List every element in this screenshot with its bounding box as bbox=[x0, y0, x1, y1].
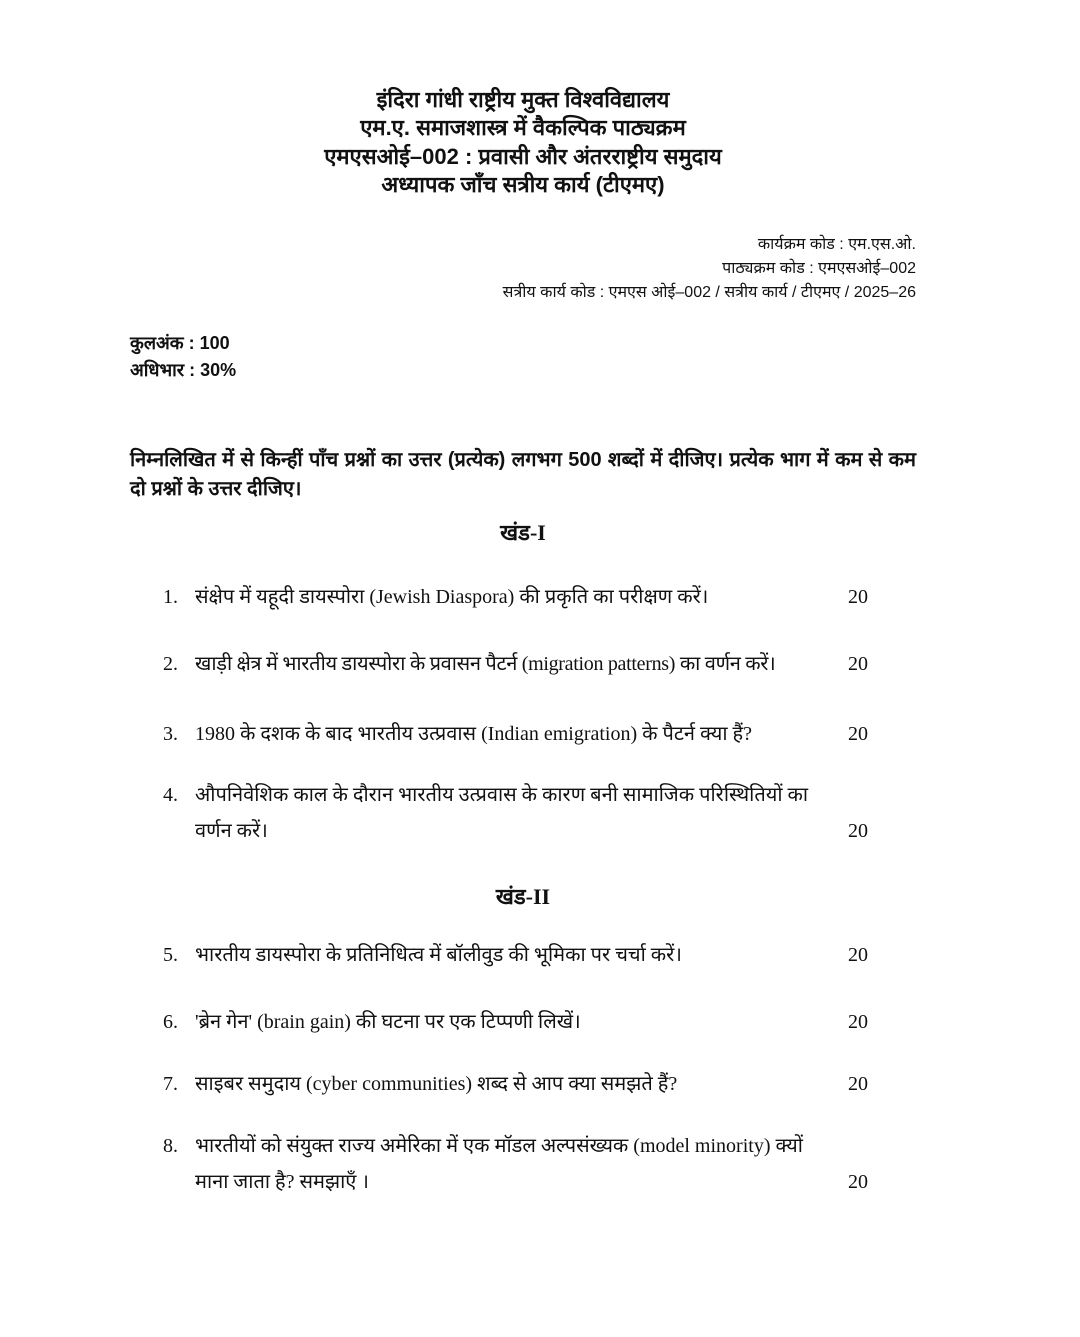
question-text: भारतीय डायस्पोरा के प्रतिनिधित्व में बॉलीवुड की भूमिका पर चर्चा करें। bbox=[195, 944, 682, 966]
question-text: भारतीयों को संयुक्त राज्य अमेरिका में एक मॉडल अल्पसंख्यक (model minority) क्यों माना जाता है? समझाएँ । bbox=[195, 1135, 803, 1193]
question-marks: 20 bbox=[848, 1011, 868, 1033]
question-marks: 20 bbox=[848, 723, 868, 745]
question-number: 8. bbox=[163, 1135, 178, 1157]
course-title: एमएसओई–002 : प्रवासी और अंतरराष्ट्रीय समुदाय bbox=[324, 144, 722, 169]
question-marks: 20 bbox=[848, 586, 868, 608]
section-2-title: खंड-II bbox=[495, 884, 551, 909]
question-number: 5. bbox=[163, 944, 178, 966]
course-code: पाठ्यक्रम कोड : एमएसओई–002 bbox=[722, 260, 916, 277]
question-marks: 20 bbox=[848, 1073, 868, 1095]
weightage: अधिभार : 30% bbox=[130, 360, 237, 380]
question-number: 6. bbox=[163, 1011, 178, 1033]
assignment-code: सत्रीय कार्य कोड : एमएस ओई–002 / सत्रीय कार्य / टीएमए / 2025–26 bbox=[502, 284, 916, 301]
question-text: 'ब्रेन गेन' (brain gain) की घटना पर एक टिप्पणी लिखें। bbox=[195, 1011, 581, 1033]
question-marks: 20 bbox=[848, 820, 868, 842]
question-number: 4. bbox=[163, 784, 178, 806]
section-1-title: खंड-I bbox=[500, 520, 546, 545]
programme-code: कार्यक्रम कोड : एम.एस.ओ. bbox=[757, 236, 916, 253]
question-number: 3. bbox=[163, 723, 178, 745]
question-text: 1980 के दशक के बाद भारतीय उत्प्रवास (Indian emigration) के पैटर्न क्या हैं? bbox=[195, 723, 753, 745]
question-number: 2. bbox=[163, 653, 178, 675]
question-marks: 20 bbox=[848, 1171, 868, 1193]
question-marks: 20 bbox=[848, 944, 868, 966]
question-text: औपनिवेशिक काल के दौरान भारतीय उत्प्रवास के कारण बनी सामाजिक परिस्थितियों का वर्णन करें। bbox=[195, 784, 809, 842]
question-marks: 20 bbox=[848, 653, 868, 675]
question-text: साइबर समुदाय (cyber communities) शब्द से आप क्या समझते हैं? bbox=[195, 1073, 678, 1095]
programme-title: एम.ए. समाजशास्त्र में वैकल्पिक पाठ्यक्रम bbox=[360, 115, 686, 140]
assignment-title: अध्यापक जाँच सत्रीय कार्य (टीएमए) bbox=[381, 172, 665, 197]
question-number: 7. bbox=[163, 1073, 178, 1095]
instructions: निम्नलिखित में से किन्हीं पाँच प्रश्नों का उत्तर (प्रत्येक) लगभग 500 शब्दों में दीजिए। प्रत्येक भाग में कम से कम दो प्रश्नों के उत्तर दीजिए। bbox=[130, 449, 916, 500]
university-name: इंदिरा गांधी राष्ट्रीय मुक्त विश्वविद्यालय bbox=[376, 87, 670, 112]
total-marks: कुलअंक : 100 bbox=[130, 333, 230, 353]
question-text: खाड़ी क्षेत्र में भारतीय डायस्पोरा के प्रवासन पैटर्न (migration patterns) का वर्णन करें। bbox=[195, 653, 776, 675]
question-number: 1. bbox=[163, 586, 178, 608]
question-text: संक्षेप में यहूदी डायस्पोरा (Jewish Diaspora) की प्रकृति का परीक्षण करें। bbox=[195, 586, 709, 608]
